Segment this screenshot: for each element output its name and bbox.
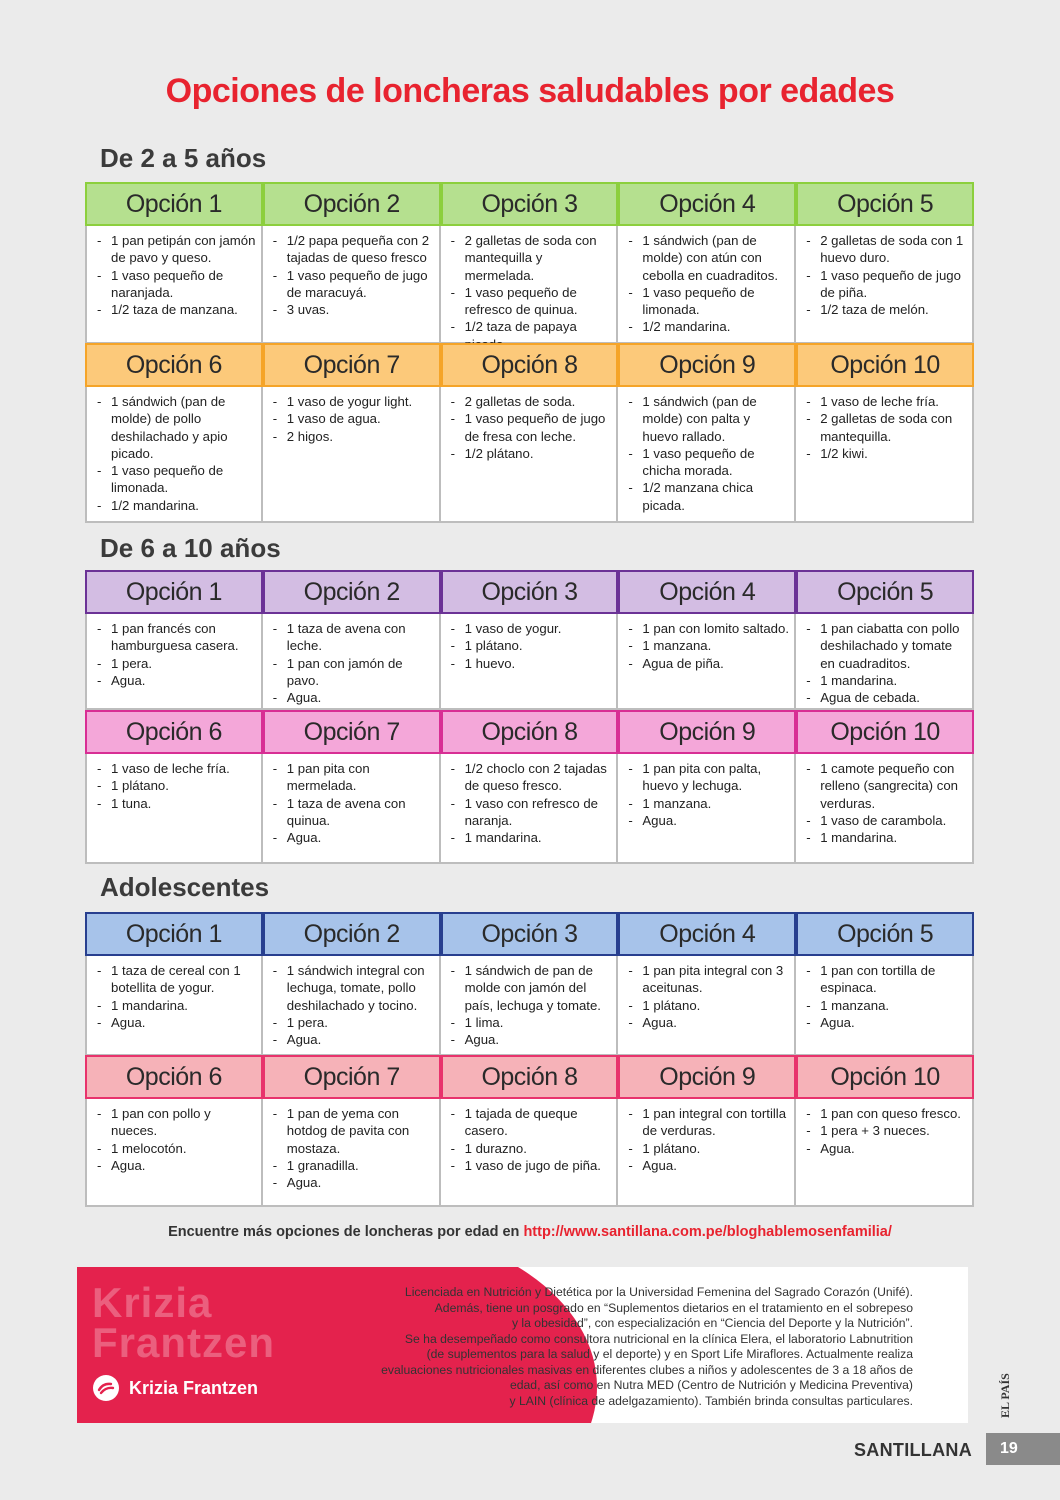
- page-number: 19: [986, 1433, 1060, 1465]
- menu-table-adol-top: [85, 912, 974, 1056]
- option-cell: [263, 614, 441, 710]
- option-header: Opción 4: [618, 570, 796, 614]
- author-bio-line: Además, tiene un posgrado en “Suplementos dietarios en el tratamiento en el sobrepeso: [434, 1300, 913, 1315]
- option-cell: [618, 1099, 796, 1207]
- option-cell: [618, 226, 796, 344]
- option-item: - Agua.: [95, 1014, 256, 1031]
- section-heading-6-10: De 6 a 10 años: [100, 533, 281, 563]
- section-heading-adolescentes: Adolescentes: [100, 872, 270, 902]
- option-item: - 1 huevo.: [449, 655, 612, 672]
- author-bio-line: evaluaciones nutricionales masivas en diferentes clubes a niños y adolescentes de 3 a 18 años de: [381, 1362, 913, 1377]
- option-header: Opción 1: [85, 182, 263, 226]
- option-item: - 2 galletas de soda con mantequilla y mermelada.: [449, 232, 612, 284]
- option-header: Opción 5: [796, 570, 974, 614]
- option-item-list: [449, 1105, 612, 1174]
- option-header: Opción 3: [441, 182, 619, 226]
- option-item: - Agua.: [626, 1014, 789, 1031]
- option-item: - 1/2 mandarina.: [95, 497, 256, 514]
- option-cell: [441, 226, 619, 344]
- option-item: - 3 uvas.: [271, 301, 434, 318]
- option-item-list: [626, 1105, 789, 1174]
- option-item-list: [626, 760, 789, 829]
- option-item-list: [449, 962, 612, 1048]
- option-item-list: [449, 760, 612, 846]
- option-header: Opción 6: [85, 343, 263, 387]
- option-item: - 1/2 taza de melón.: [804, 301, 967, 318]
- option-item: - 1 sándwich (pan de molde) de pollo deshilachado y apio picado.: [95, 393, 256, 462]
- option-header: Opción 6: [85, 1055, 263, 1099]
- option-item: - 1 tuna.: [95, 795, 256, 812]
- option-item-list: [95, 232, 256, 318]
- section-heading-2-5: De 2 a 5 años: [100, 143, 267, 173]
- author-bio-line: Se ha desempeñado como consultora nutricional en la clínica Elera, el laboratorio Labnutrition: [404, 1331, 913, 1346]
- option-item-list: [626, 962, 789, 1031]
- option-item-list: [804, 1105, 967, 1157]
- option-cell: [85, 387, 263, 523]
- option-item: - 1 pan de yema con hotdog de pavita con mostaza.: [271, 1105, 434, 1157]
- option-header: Opción 2: [263, 570, 441, 614]
- option-item: - 1 pan con queso fresco.: [804, 1105, 967, 1122]
- option-item: - 1 manzana.: [626, 795, 789, 812]
- option-item: - 1 vaso pequeño de naranjada.: [95, 267, 256, 302]
- option-item: - 1 sándwich de pan de molde con jamón del país, lechuga y tomate.: [449, 962, 612, 1014]
- option-cell: [796, 226, 974, 344]
- option-header: Opción 8: [441, 343, 619, 387]
- option-item: - 1 pan pita integral con 3 aceitunas.: [626, 962, 789, 997]
- option-header: Opción 9: [618, 343, 796, 387]
- option-item: - 2 higos.: [271, 428, 434, 445]
- option-item-list: [271, 760, 434, 846]
- option-header: Opción 9: [618, 710, 796, 754]
- author-name: Krizia Frantzen: [129, 1377, 259, 1398]
- option-header: Opción 10: [796, 1055, 974, 1099]
- option-item: - 1 taza de cereal con 1 botellita de yogur.: [95, 962, 256, 997]
- option-item-list: [626, 620, 789, 672]
- option-item: - 1/2 papa pequeña con 2 tajadas de queso fresco: [271, 232, 434, 267]
- option-item: - Agua.: [804, 1014, 967, 1031]
- option-cell: [618, 387, 796, 523]
- option-item: - 1 vaso de yogur.: [449, 620, 612, 637]
- page-title: Opciones de loncheras saludables por edades: [165, 72, 895, 110]
- option-item: - Agua.: [626, 1157, 789, 1174]
- option-cell: [85, 956, 263, 1056]
- option-header: Opción 5: [796, 182, 974, 226]
- option-item-list: [95, 760, 256, 812]
- option-item: - 1/2 taza de papaya: [449, 318, 612, 353]
- option-item: - 1 durazno.: [449, 1140, 612, 1157]
- option-item: - 1 pera + 3 nueces.: [804, 1122, 967, 1139]
- option-item: - 1 pan pita con palta, huevo y lechuga.: [626, 760, 789, 795]
- option-item: - 1 pera.: [95, 655, 256, 672]
- option-item-list: [95, 620, 256, 689]
- option-item: - 1 pan pita con mermelada.: [271, 760, 434, 795]
- option-header: Opción 4: [618, 912, 796, 956]
- option-cell: [85, 1099, 263, 1207]
- option-header: Opción 2: [263, 182, 441, 226]
- option-item: - 1 pan integral con tortilla de verduras.: [626, 1105, 789, 1140]
- option-item: - 1 pan con jamón de pavo.: [271, 655, 434, 690]
- option-item: - 1 granadilla.: [271, 1157, 434, 1174]
- option-item: - 1 manzana.: [804, 997, 967, 1014]
- option-cell: [263, 387, 441, 523]
- option-cell: [618, 614, 796, 710]
- option-item: - 1 camote pequeño con relleno (sangrecita) con verduras.: [804, 760, 967, 812]
- author-bio-line: y la obesidad”, con especialización en “Ciencia del Deporte y la Nutrición”.: [511, 1316, 913, 1330]
- option-item: - 1 sándwich (pan de molde) con atún con cebolla en cuadraditos.: [626, 232, 789, 284]
- option-item: - 1 pan ciabatta con pollo deshilachado y tomate en cuadraditos.: [804, 620, 967, 672]
- option-header: Opción 7: [263, 1055, 441, 1099]
- author-bio-line: y LAIN (clínica de adelgazamiento). También brinda consultas particulares.: [509, 1393, 913, 1408]
- menu-table-adol-bottom: [85, 1055, 974, 1207]
- option-item: - 1 plátano.: [626, 1140, 789, 1157]
- more-options-link[interactable]: http://www.santillana.com.pe/bloghablemosenfamilia/: [523, 1224, 892, 1240]
- option-item: - 2 galletas de soda.: [449, 393, 612, 410]
- option-item: - 1 vaso con refresco de naranja.: [449, 795, 612, 830]
- option-item-list: [804, 393, 967, 462]
- option-cell: [796, 614, 974, 710]
- option-item: - 1 vaso pequeño de limonada.: [95, 462, 256, 497]
- option-item-list: [449, 393, 612, 462]
- option-item-list: [626, 393, 789, 514]
- option-header: Opción 2: [263, 912, 441, 956]
- option-item-list: [95, 962, 256, 1031]
- option-item-list: [804, 620, 967, 706]
- menu-table-2-5-top: [85, 182, 974, 344]
- menu-table-2-5-bottom: [85, 343, 974, 523]
- option-item: - 1 vaso de leche fría.: [95, 760, 256, 777]
- menu-table-6-10-bottom: [85, 710, 974, 864]
- option-item: - 1 vaso de agua.: [271, 410, 434, 427]
- option-item-list: [271, 232, 434, 318]
- option-header: Opción 10: [796, 343, 974, 387]
- option-item: - 2 galletas de soda con mantequilla.: [804, 410, 967, 445]
- newspaper-mark: [996, 1370, 1016, 1420]
- option-item-list: [95, 1105, 256, 1174]
- option-item: - 1 manzana.: [626, 637, 789, 654]
- option-item: - 1 vaso de yogur light.: [271, 393, 434, 410]
- option-header: Opción 4: [618, 182, 796, 226]
- option-item: - 1 mandarina.: [804, 829, 967, 846]
- option-item-list: [804, 962, 967, 1031]
- option-item-list: [804, 760, 967, 846]
- option-cell: [618, 956, 796, 1056]
- option-item: - 1 taza de avena con quinua.: [271, 795, 434, 830]
- option-item: - Agua.: [449, 1031, 612, 1048]
- option-cell: [263, 754, 441, 864]
- option-cell: [441, 387, 619, 523]
- author-bio: [353, 1285, 913, 1409]
- option-cell: [263, 956, 441, 1056]
- option-header: Opción 8: [441, 1055, 619, 1099]
- option-item-list: [449, 620, 612, 672]
- option-item: - 1 pan con tortilla de espinaca.: [804, 962, 967, 997]
- option-item: - 1 vaso pequeño de refresco de quinua.: [449, 284, 612, 319]
- option-item-list: [271, 393, 434, 445]
- brand-name: SANTILLANA: [854, 1440, 972, 1460]
- option-item: - 1 plátano.: [95, 777, 256, 794]
- option-item: - 1 mandarina.: [95, 997, 256, 1014]
- option-header: Opción 6: [85, 710, 263, 754]
- option-item: - 1/2 choclo con 2 tajadas de queso fresco.: [449, 760, 612, 795]
- option-cell: [796, 956, 974, 1056]
- option-item: - 1 vaso de carambola.: [804, 812, 967, 829]
- option-item: - 1/2 kiwi.: [804, 445, 967, 462]
- option-item: - Agua de piña.: [626, 655, 789, 672]
- option-item: - 1/2 mandarina.: [626, 318, 789, 335]
- option-item: - 1 lima.: [449, 1014, 612, 1031]
- option-header: Opción 3: [441, 570, 619, 614]
- option-item: - Agua.: [271, 689, 434, 706]
- option-header: Opción 10: [796, 710, 974, 754]
- option-item: - 1 plátano.: [449, 637, 612, 654]
- option-header: Opción 9: [618, 1055, 796, 1099]
- author-logo-icon: [93, 1375, 119, 1401]
- option-header: Opción 7: [263, 710, 441, 754]
- author-box: [77, 1267, 968, 1423]
- option-item: - 1/2 plátano.: [449, 445, 612, 462]
- option-header: Opción 1: [85, 912, 263, 956]
- option-header: Opción 1: [85, 570, 263, 614]
- option-item: - Agua.: [804, 1140, 967, 1157]
- option-item: - 1 sándwich integral con lechuga, tomate, pollo deshilachado y tocino.: [271, 962, 434, 1014]
- option-cell: [441, 956, 619, 1056]
- option-item: - 1 vaso pequeño de jugo de piña.: [804, 267, 967, 302]
- option-cell: [85, 226, 263, 344]
- option-item: - 1 vaso pequeño de jugo de maracuyá.: [271, 267, 434, 302]
- author-bio-line: edad, así como en Nutra MED (Centro de Nutrición y Medicina Preventiva): [509, 1378, 913, 1392]
- option-item: - 1/2 manzana chica picada.: [626, 479, 789, 514]
- option-item: - Agua de cebada.: [804, 689, 967, 706]
- option-item: - 1 mandarina.: [804, 672, 967, 689]
- option-item: - 1 vaso de jugo de piña.: [449, 1157, 612, 1174]
- option-item: - Agua.: [626, 812, 789, 829]
- option-item: - Agua.: [95, 1157, 256, 1174]
- option-item-list: [271, 620, 434, 706]
- option-header: Opción 8: [441, 710, 619, 754]
- option-item: - 1 pera.: [271, 1014, 434, 1031]
- option-item: - 1 sándwich (pan de molde) con palta y huevo rallado.: [626, 393, 789, 445]
- option-header: Opción 5: [796, 912, 974, 956]
- option-item: - 1 pan francés con hamburguesa casera.: [95, 620, 256, 655]
- option-item: - 1 vaso de leche fría.: [804, 393, 967, 410]
- option-item-list: [95, 393, 256, 514]
- option-item: - 1 vaso pequeño de jugo de fresa con leche.: [449, 410, 612, 445]
- author-bio-line: Licenciada en Nutrición y Dietética por la Universidad Femenina del Sagrado Corazón (Unifé).: [404, 1285, 913, 1299]
- author-name-row: [93, 1375, 258, 1401]
- option-item: - 1 pan con pollo y nueces.: [95, 1105, 256, 1140]
- menu-table-6-10-top: [85, 570, 974, 710]
- option-item-list: [804, 232, 967, 318]
- option-item: - Agua.: [271, 829, 434, 846]
- option-item: - 1 melocotón.: [95, 1140, 256, 1157]
- option-item: - 1 pan petipán con jamón de pavo y queso.: [95, 232, 256, 267]
- author-watermark: [92, 1279, 276, 1366]
- newspaper-name: EL PAÍS: [998, 1373, 1012, 1418]
- option-cell: [796, 387, 974, 523]
- option-cell: [796, 754, 974, 864]
- option-item-list: [271, 1105, 434, 1191]
- option-item: - 1 pan con lomito saltado.: [626, 620, 789, 637]
- author-watermark-line-2: Frantzen: [92, 1319, 276, 1366]
- author-watermark-line-1: Krizia: [92, 1279, 213, 1326]
- option-item: - 1 vaso pequeño de limonada.: [626, 284, 789, 319]
- more-options-text: Encuentre más opciones de loncheras por edad en: [168, 1224, 524, 1240]
- option-item: - 2 galletas de soda con 1 huevo duro.: [804, 232, 967, 267]
- option-item: - 1/2 taza de manzana.: [95, 301, 256, 318]
- option-item: - 1 tajada de queque casero.: [449, 1105, 612, 1140]
- option-item: - Agua.: [271, 1174, 434, 1191]
- option-item-list: [626, 232, 789, 336]
- option-item: - 1 mandarina.: [449, 829, 612, 846]
- option-item: - 1 plátano.: [626, 997, 789, 1014]
- option-cell: [618, 754, 796, 864]
- option-item: - Agua.: [95, 672, 256, 689]
- more-options-line: [0, 1224, 1060, 1240]
- option-item: - 1 taza de avena con leche.: [271, 620, 434, 655]
- option-item: - 1 vaso pequeño de chicha morada.: [626, 445, 789, 480]
- option-cell: [441, 614, 619, 710]
- option-cell: [85, 614, 263, 710]
- option-item-list: [449, 232, 612, 353]
- option-cell: [441, 1099, 619, 1207]
- option-item: - Agua.: [271, 1031, 434, 1048]
- option-item-list: [271, 962, 434, 1048]
- option-cell: [796, 1099, 974, 1207]
- option-cell: [263, 1099, 441, 1207]
- option-cell: [85, 754, 263, 864]
- option-cell: [441, 754, 619, 864]
- author-bio-line: (de suplementos para la salud y el deporte) y en Sport Life Miraflores. Actualmente realiza: [426, 1347, 913, 1361]
- option-header: Opción 3: [441, 912, 619, 956]
- option-header: Opción 7: [263, 343, 441, 387]
- option-cell: [263, 226, 441, 344]
